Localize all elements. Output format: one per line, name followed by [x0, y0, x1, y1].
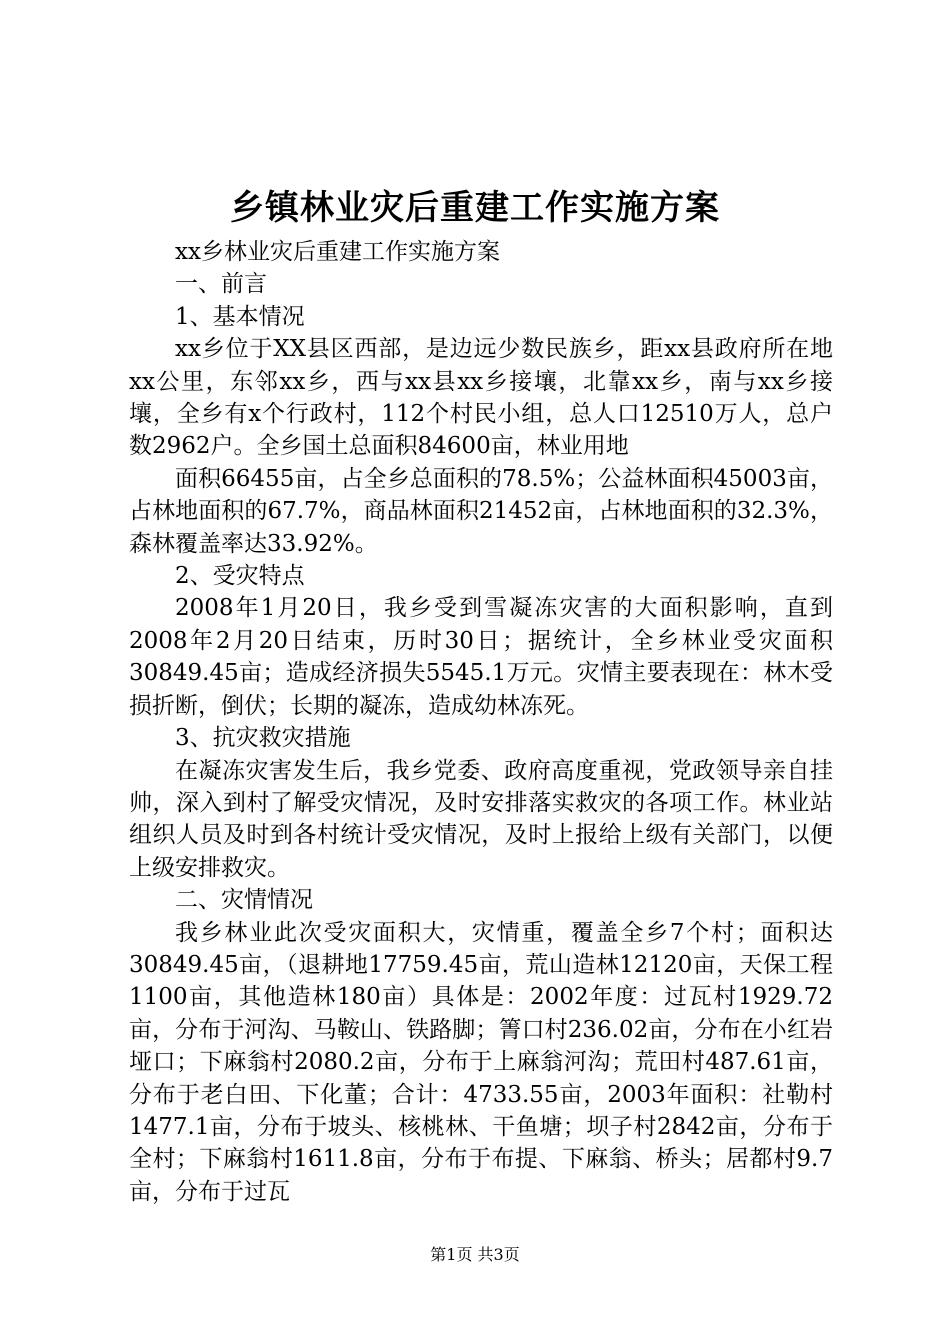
paragraph-relief-measures: 在凝冻灾害发生后，我乡党委、政府高度重视，党政领导亲自挂帅，深入到村了解受灾情况，及时安排落实救灾的各项工作。林业站组织人员及时到各村统计受灾情况，及时上报给上级有关部门，以便上级安排救灾。 [129, 757, 833, 881]
subtitle-paragraph: xx乡林业灾后重建工作实施方案 [175, 239, 500, 265]
subsection-heading-relief-measures: 3、抗灾救灾措施 [175, 725, 351, 752]
page-number-footer: 第1页 共3页 [430, 1245, 520, 1264]
paragraph-basic-info: xx乡位于XX县区西部，是边远少数民族乡，距xx县政府所在地xx公里，东邻xx乡，西与xx县xx乡接壤，北靠xx乡，南与xx乡接壤，全乡有x个行政村，112个村民小组，总人口12510万人，总户数2962户。全乡国土总面积84600亩，林业用地 [129, 336, 833, 460]
subsection-heading-basic-info: 1、基本情况 [175, 303, 305, 330]
document-body [129, 236, 833, 1208]
document-title: 乡镇林业灾后重建工作实施方案 [230, 188, 720, 228]
subsection-heading-disaster-features: 2、受灾特点 [175, 563, 305, 590]
section-heading-disaster-situation: 二、灾情情况 [175, 887, 313, 914]
paragraph-forest-area: 面积66455亩，占全乡总面积的78.5%；公益林面积45003亩，占林地面积的67.7%，商品林面积21452亩，占林地面积的32.3%，森林覆盖率达33.92%。 [129, 465, 833, 557]
section-heading-preface: 一、前言 [175, 271, 267, 298]
paragraph-disaster-situation: 我乡林业此次受灾面积大，灾情重，覆盖全乡7个村；面积达30849.45亩，（退耕地17759.45亩，荒山造林12120亩，天保工程1100亩，其他造林180亩）具体是：2002年度：过瓦村1929.72亩，分布于河沟、马鞍山、铁路脚；箐口村236.02亩，分布在小红岩垭口；下麻翁村2080.2亩，分布于上麻翁河沟；荒田村487.61亩，分布于老白田、下化董；合计：4733.55亩，2003年面积：社勒村1477.1亩，分布于坡头、核桃林、干鱼塘；坝子村2842亩，分布于全村；下麻翁村1611.8亩，分布于布提、下麻翁、桥头；居都村9.7亩，分布于过瓦 [129, 919, 833, 1205]
paragraph-disaster-features: 2008年1月20日，我乡受到雪凝冻灾害的大面积影响，直到2008年2月20日结束，历时30日；据统计，全乡林业受灾面积30849.45亩；造成经济损失5545.1万元。灾情主要表现在：林木受损折断，倒伏；长期的凝冻，造成幼林冻死。 [129, 595, 833, 719]
